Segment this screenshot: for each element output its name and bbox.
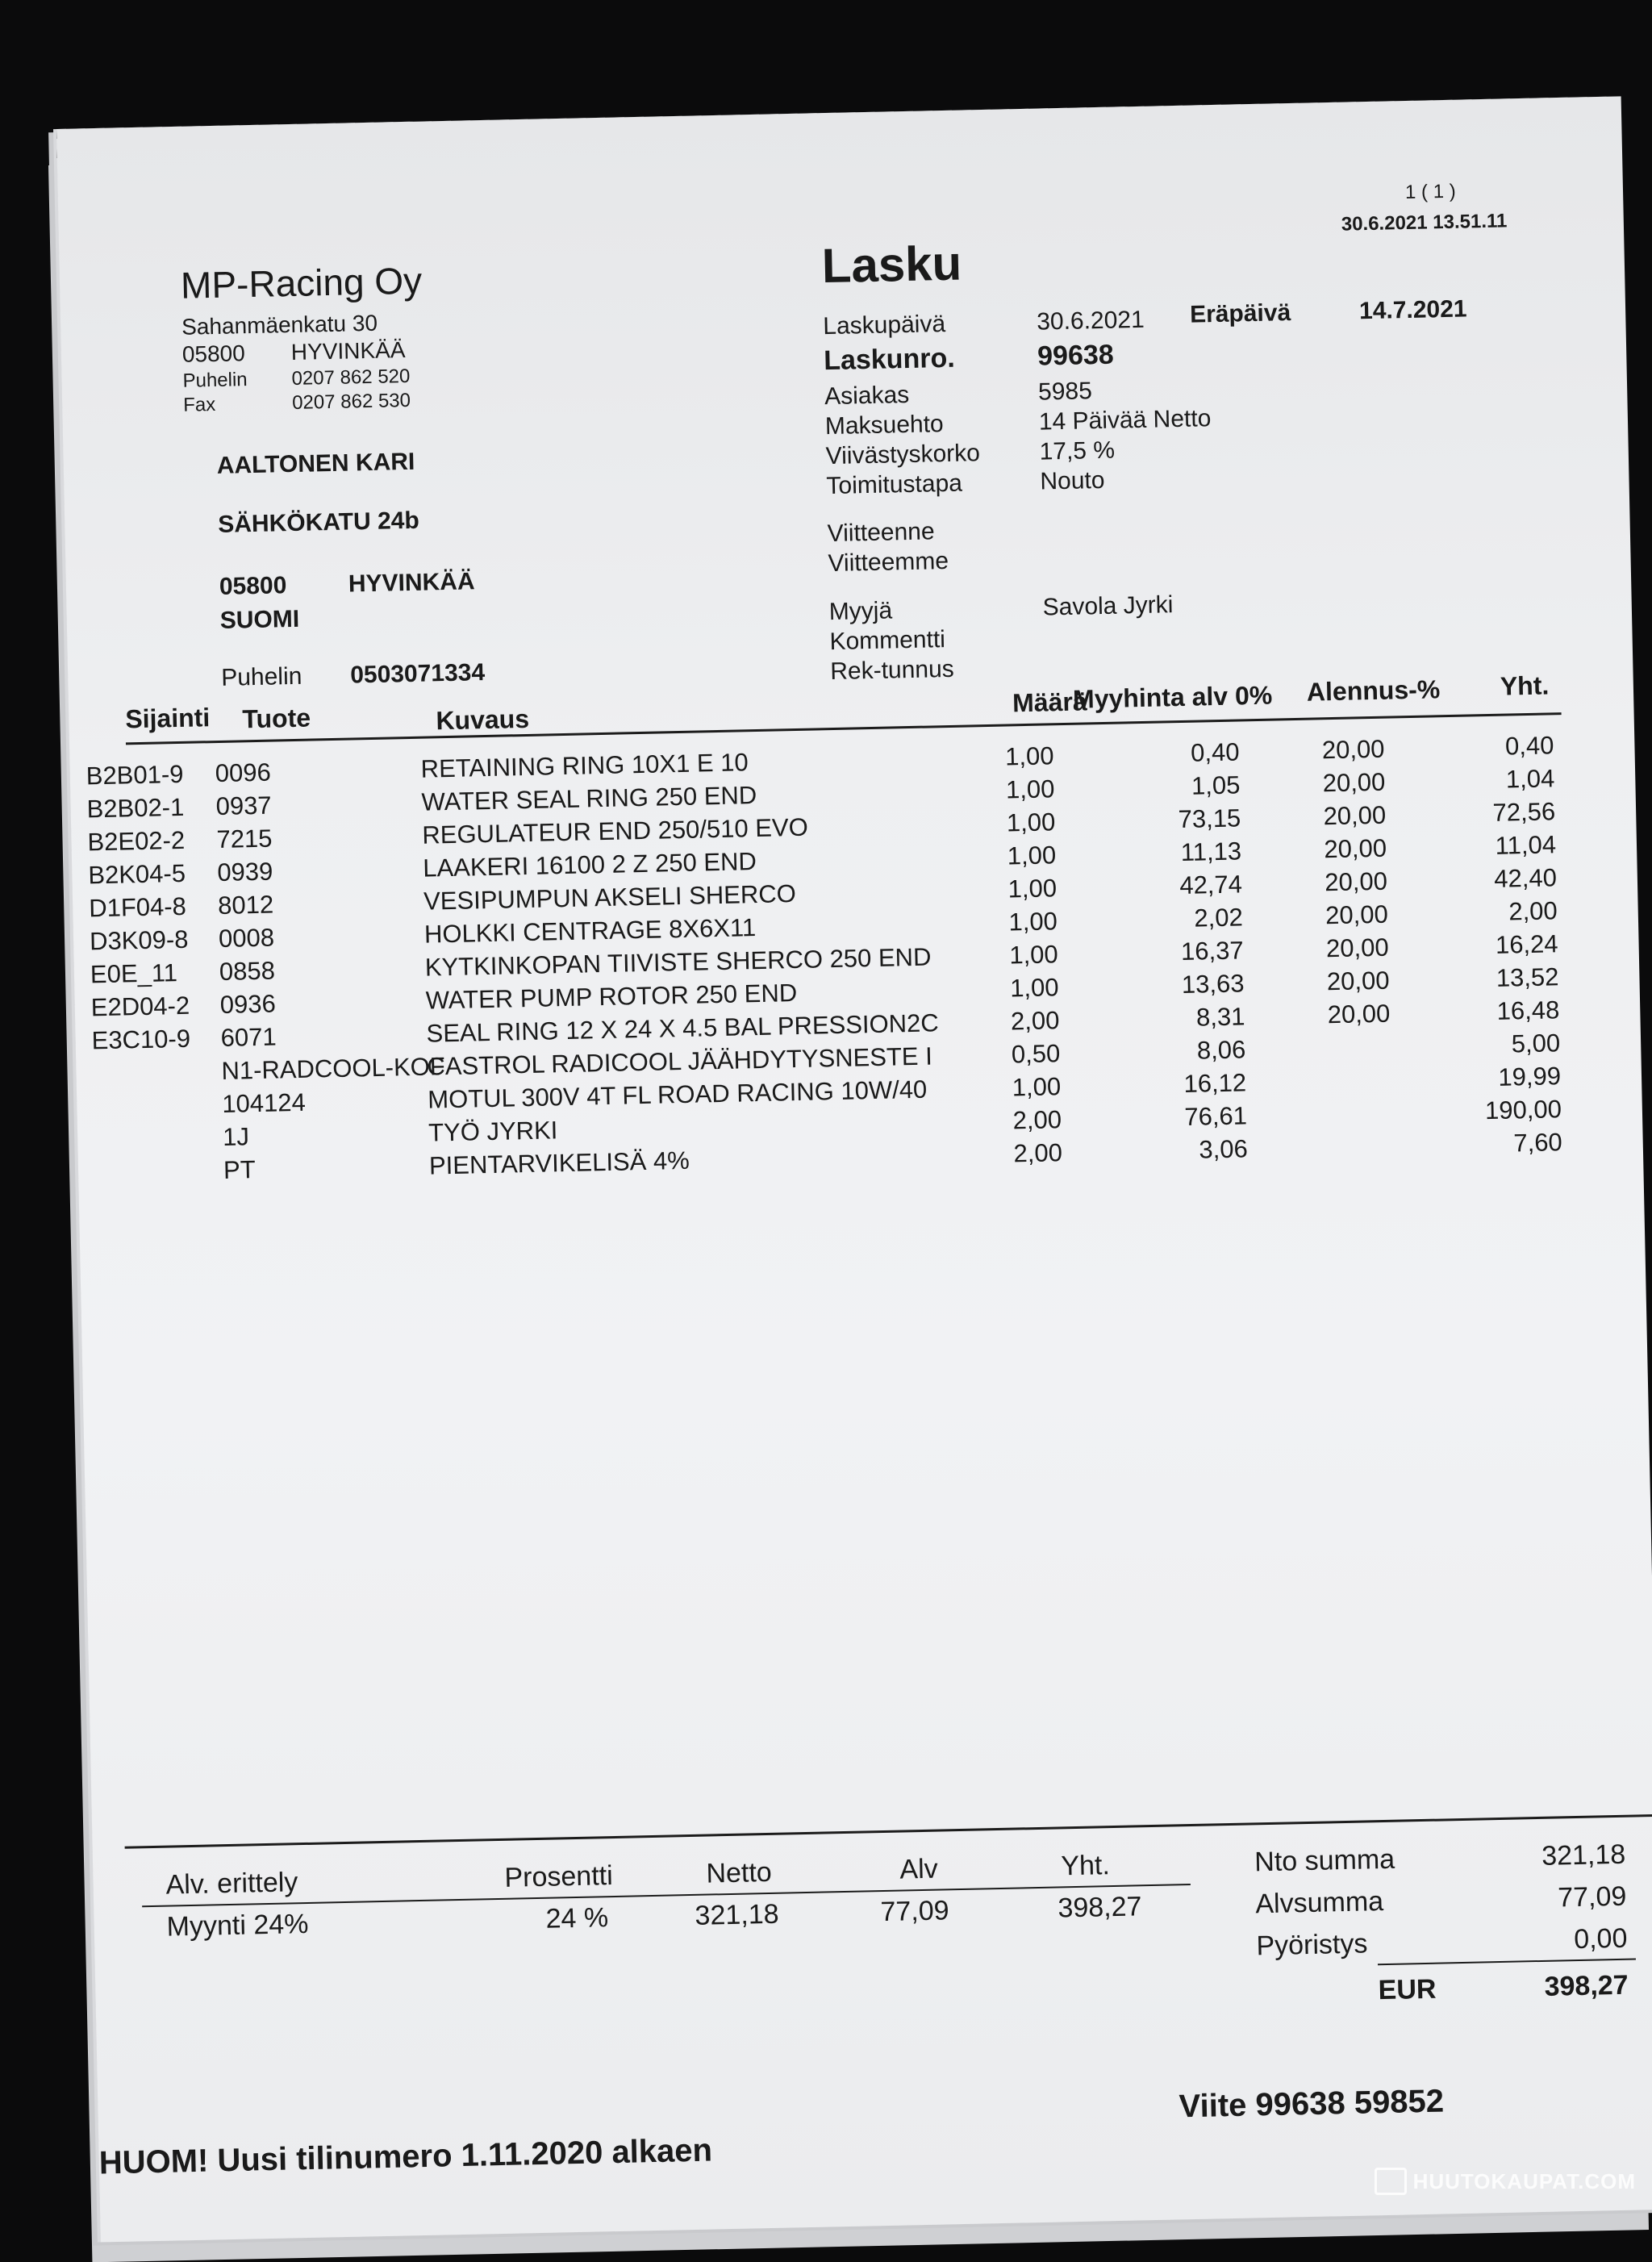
cell-discount: 20,00 xyxy=(1323,800,1387,831)
salesperson-label: Myyjä xyxy=(828,597,893,626)
cell-discount: 20,00 xyxy=(1324,866,1388,897)
cell-description: TYÖ JYRKI xyxy=(428,1116,558,1147)
interest-label: Viivästyskorko xyxy=(825,440,981,470)
cell-description: MOTUL 300V 4T FL ROAD RACING 10W/40 xyxy=(427,1075,928,1114)
invoice-number-label: Laskunro. xyxy=(823,342,956,377)
cell-discount: 20,00 xyxy=(1324,833,1387,864)
print-timestamp: 30.6.2021 13.51.11 xyxy=(1341,210,1508,236)
cell-discount: 20,00 xyxy=(1325,899,1389,930)
terms-label: Maksuehto xyxy=(824,411,944,440)
customer-label: Asiakas xyxy=(824,381,910,411)
cell-product: 0096 xyxy=(215,757,272,788)
grand-total: 398,27 xyxy=(1544,1969,1629,2002)
cell-discount: 20,00 xyxy=(1326,966,1390,996)
cell-price: 42,74 xyxy=(1179,870,1243,900)
rounding-label: Pyöristys xyxy=(1256,1928,1368,1962)
cell-discount: 20,00 xyxy=(1327,999,1391,1029)
cell-price: 3,06 xyxy=(1199,1134,1249,1164)
delivery-label: Toimitustapa xyxy=(826,470,963,500)
cell-product: 0936 xyxy=(219,989,277,1019)
cell-location: B2B01-9 xyxy=(86,759,184,791)
cell-product: 7215 xyxy=(216,824,273,854)
seller-city: HYVINKÄÄ xyxy=(290,337,406,365)
rounding: 0,00 xyxy=(1573,1922,1628,1955)
cell-total: 16,48 xyxy=(1496,995,1560,1025)
seller-phone: 0207 862 520 xyxy=(291,365,411,390)
delivery-method: Nouto xyxy=(1040,466,1105,495)
cell-total: 19,99 xyxy=(1498,1062,1562,1091)
vat-row-total: 398,27 xyxy=(1058,1891,1142,1924)
vat-sum-label: Alvsumma xyxy=(1255,1886,1384,1920)
cell-price: 16,37 xyxy=(1180,936,1245,966)
cell-product: N1-RADCOOL-KOF xyxy=(221,1052,446,1085)
col-quantity-header: Määrä xyxy=(1012,687,1088,718)
cell-product: 0008 xyxy=(218,923,275,954)
cell-description: KYTKINKOPAN TIIVISTE SHERCO 250 END xyxy=(424,942,932,982)
our-reference-label: Viitteemme xyxy=(828,547,949,578)
seller-postcode: 05800 xyxy=(181,340,246,367)
cell-quantity: 1,00 xyxy=(1004,741,1054,771)
cell-location: B2E02-2 xyxy=(87,825,186,857)
cell-quantity: 2,00 xyxy=(1013,1138,1063,1168)
watermark xyxy=(1375,2168,1636,2195)
invoice-date: 30.6.2021 xyxy=(1036,306,1145,336)
col-location-header: Sijainti xyxy=(124,703,211,734)
cell-location: E2D04-2 xyxy=(90,991,190,1022)
cell-location: D1F04-8 xyxy=(88,891,187,923)
cell-discount: 20,00 xyxy=(1322,767,1386,798)
cell-description: HOLKKI CENTRAGE 8X6X11 xyxy=(423,913,757,949)
cell-price: 11,13 xyxy=(1180,837,1242,867)
cell-product: 6071 xyxy=(220,1022,277,1052)
cell-location: B2K04-5 xyxy=(88,858,186,890)
vat-total-header: Yht. xyxy=(1060,1850,1111,1882)
cell-total: 1,04 xyxy=(1505,764,1555,794)
vat-breakdown-header: Alv. erittely xyxy=(165,1867,298,1901)
buyer-postcode: 05800 xyxy=(219,572,287,600)
vat-net-header: Netto xyxy=(706,1856,773,1889)
cell-description: CASTROL RADICOOL JÄÄHDYTYSNESTE I xyxy=(427,1041,933,1081)
cell-total: 42,40 xyxy=(1493,863,1558,893)
vat-row-percent: 24 % xyxy=(545,1902,609,1934)
cell-quantity: 2,00 xyxy=(1010,1006,1060,1036)
cell-total: 72,56 xyxy=(1492,797,1556,827)
seller-name: MP-Racing Oy xyxy=(180,259,423,307)
cell-price: 76,61 xyxy=(1184,1101,1248,1131)
due-date: 14.7.2021 xyxy=(1358,295,1467,325)
cell-total: 13,52 xyxy=(1496,962,1559,992)
total-rule xyxy=(1378,1958,1636,1965)
seller-fax: 0207 862 530 xyxy=(291,389,411,414)
vat-amount-header: Alv xyxy=(899,1853,939,1885)
net-sum: 321,18 xyxy=(1541,1838,1626,1872)
buyer-name: AALTONEN KARI xyxy=(216,448,415,479)
watermark-logo-icon xyxy=(1375,2168,1407,2195)
cell-location: E0E_11 xyxy=(90,958,178,989)
vat-row-vat: 77,09 xyxy=(880,1895,949,1928)
cell-description: WATER SEAL RING 250 END xyxy=(421,781,757,816)
buyer-phone: 0503071334 xyxy=(349,659,486,689)
seller-street: Sahanmäenkatu 30 xyxy=(181,310,378,340)
cell-location: D3K09-8 xyxy=(89,924,189,956)
vat-row-net: 321,18 xyxy=(695,1898,779,1931)
registration-label: Rek-tunnus xyxy=(829,655,955,686)
due-date-label: Eräpäivä xyxy=(1189,299,1291,328)
buyer-country: SUOMI xyxy=(219,605,300,634)
cell-description: RETAINING RING 10X1 E 10 xyxy=(420,748,749,783)
cell-quantity: 1,00 xyxy=(1007,874,1058,904)
seller-phone-label: Puhelin xyxy=(182,369,248,392)
cell-description: VESIPUMPUN AKSELI SHERCO xyxy=(423,879,797,916)
vat-sum: 77,09 xyxy=(1557,1880,1627,1914)
cell-product: 8012 xyxy=(217,890,274,920)
payment-terms: 14 Päivää Netto xyxy=(1038,405,1212,436)
col-description-header: Kuvaus xyxy=(436,703,530,736)
cell-description: REGULATEUR END 250/510 EVO xyxy=(422,812,809,849)
cell-total: 190,00 xyxy=(1484,1095,1562,1125)
cell-price: 1,05 xyxy=(1191,770,1241,800)
vat-row-label: Myynti 24% xyxy=(166,1908,309,1943)
vat-percent-header: Prosentti xyxy=(504,1860,614,1893)
col-price-header: Myyhinta alv 0% xyxy=(1072,680,1273,714)
invoice-date-label: Laskupäivä xyxy=(822,310,946,340)
cell-description: SEAL RING 12 X 24 X 4.5 BAL PRESSION2C xyxy=(426,1008,940,1048)
cell-quantity: 1,00 xyxy=(1008,940,1059,970)
net-sum-label: Nto summa xyxy=(1254,1843,1395,1878)
late-interest: 17,5 % xyxy=(1039,436,1116,465)
watermark-text: HUUTOKAUPAT.COM xyxy=(1412,2168,1636,2193)
cell-location: B2B02-1 xyxy=(86,792,185,824)
cell-quantity: 1,00 xyxy=(1008,907,1058,937)
cell-product: 104124 xyxy=(221,1087,307,1118)
cell-price: 8,31 xyxy=(1195,1002,1245,1032)
col-discount-header: Alennus-% xyxy=(1306,674,1441,707)
cell-description: WATER PUMP ROTOR 250 END xyxy=(425,979,798,1015)
cell-price: 0,40 xyxy=(1190,737,1240,767)
cell-discount: 20,00 xyxy=(1321,734,1385,765)
cell-price: 13,63 xyxy=(1181,969,1245,1000)
page-number: 1 ( 1 ) xyxy=(1404,180,1456,203)
cell-total: 0,40 xyxy=(1504,731,1554,761)
cell-price: 8,06 xyxy=(1196,1035,1246,1065)
cell-quantity: 1,00 xyxy=(1005,774,1055,804)
cell-product: 0858 xyxy=(219,956,276,986)
cell-total: 5,00 xyxy=(1511,1029,1561,1058)
comment-label: Kommentti xyxy=(829,626,946,656)
cell-quantity: 0,50 xyxy=(1011,1039,1061,1069)
customer-number: 5985 xyxy=(1037,378,1093,406)
seller-fax-label: Fax xyxy=(182,393,216,416)
buyer-city: HYVINKÄÄ xyxy=(348,568,475,598)
cell-location: E3C10-9 xyxy=(91,1024,191,1055)
your-reference-label: Viitteenne xyxy=(827,518,935,548)
buyer-phone-label: Puhelin xyxy=(220,662,302,691)
cell-discount: 20,00 xyxy=(1325,933,1389,963)
invoice-number: 99638 xyxy=(1037,339,1115,372)
currency: EUR xyxy=(1378,1973,1437,2006)
cell-description: LAAKERI 16100 2 Z 250 END xyxy=(422,847,757,883)
cell-total: 16,24 xyxy=(1495,929,1558,959)
cell-product: PT xyxy=(223,1155,257,1184)
salesperson: Savola Jyrki xyxy=(1042,591,1174,621)
cell-price: 16,12 xyxy=(1183,1068,1247,1098)
cell-product: 0939 xyxy=(216,857,273,887)
summary-top-rule xyxy=(125,1813,1652,1848)
account-change-notice: HUOM! Uusi tilinumero 1.11.2020 alkaen xyxy=(98,2132,713,2181)
col-product-header: Tuote xyxy=(241,703,311,734)
cell-price: 2,02 xyxy=(1194,903,1244,933)
buyer-street: SÄHKÖKATU 24b xyxy=(217,507,420,538)
cell-quantity: 1,00 xyxy=(1007,841,1057,870)
cell-total: 11,04 xyxy=(1495,830,1557,860)
cell-product: 1J xyxy=(222,1122,250,1151)
invoice-sheet xyxy=(56,96,1652,2242)
cell-product: 0937 xyxy=(215,791,272,821)
cell-quantity: 2,00 xyxy=(1012,1105,1062,1135)
cell-price: 73,15 xyxy=(1178,803,1241,834)
document-title: Lasku xyxy=(821,236,962,294)
vat-header-rule xyxy=(142,1884,1191,1907)
cell-total: 2,00 xyxy=(1508,896,1558,926)
cell-quantity: 1,00 xyxy=(1012,1072,1062,1102)
cell-quantity: 1,00 xyxy=(1009,973,1059,1003)
cell-quantity: 1,00 xyxy=(1006,808,1056,837)
cell-total: 7,60 xyxy=(1513,1128,1563,1158)
cell-description: PIENTARVIKELISÄ 4% xyxy=(428,1146,690,1180)
payment-reference: Viite 99638 59852 xyxy=(1179,2083,1445,2125)
col-total-header: Yht. xyxy=(1500,670,1550,701)
